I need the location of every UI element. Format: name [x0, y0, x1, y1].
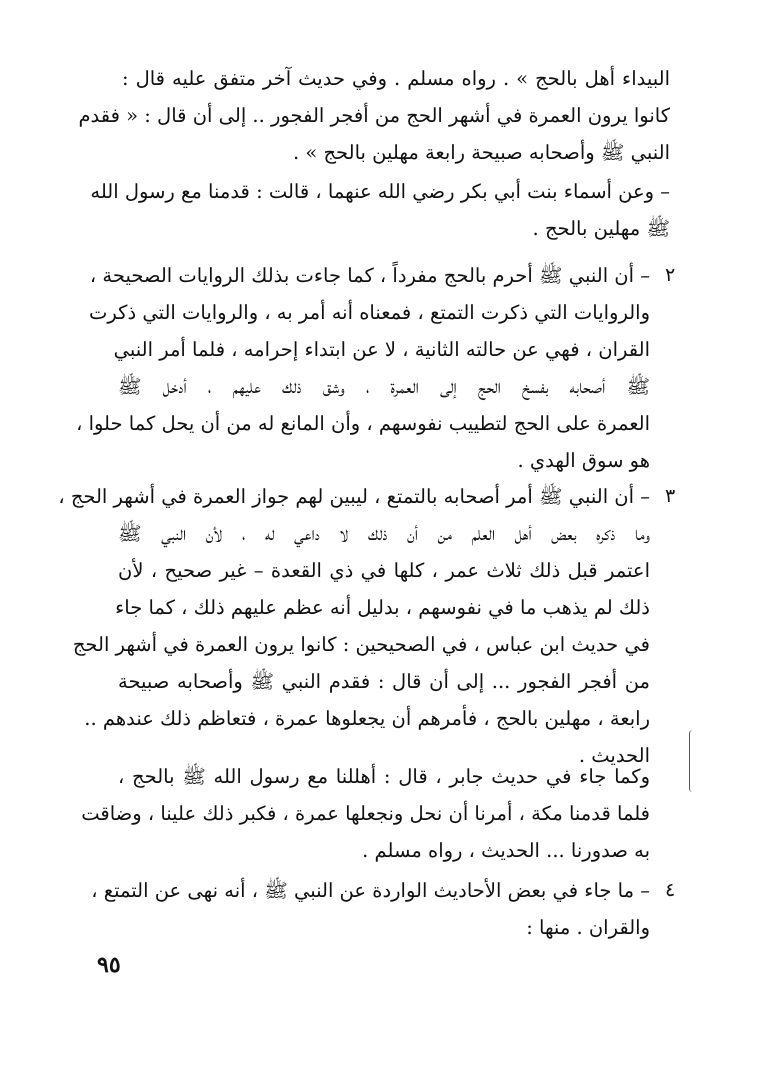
text-line: النبي ﷺ وأصحابه صبيحة رابعة مهلين بالحج » .	[292, 141, 670, 164]
paragraph	[58, 478, 650, 774]
text-line: – أن النبي ﷺ أمر أصحابه بالتمتع ، ليبين لهم جواز العمرة في أشهر الحج ،	[58, 485, 650, 508]
text-line: من أفجر الفجور ... إلى أن قال : فقدم النبي ﷺ وأصحابه صبيحة	[118, 670, 650, 693]
text-line: – وعن أسماء بنت أبي بكر رضي الله عنهما ، قالت : قدمنا مع رسول الله	[90, 180, 670, 203]
text-line: وما ذكره بعض أهل العلم من أن ذلك لا داعي له ، لأن النبي ﷺ	[118, 522, 650, 545]
paragraph	[81, 758, 650, 869]
text-line: – ما جاء في بعض الأحاديث الواردة عن النبي ﷺ ، أنه نهى عن التمتع ،	[91, 879, 650, 902]
text-line: ﷺ أصحابه بفسخ الحج إلى العمرة ، وشق ذلك عليهم ، أدخل ﷺ	[118, 375, 650, 398]
item-number: ٤	[665, 879, 676, 901]
text-line: فلما قدمنا مكة ، أمرنا أن نحل ونجعلها عمرة ، فكبر ذلك علينا ، وضاقت	[81, 802, 650, 825]
text-line: وكما جاء في حديث جابر ، قال : أهللنا مع رسول الله ﷺ بالحج ،	[118, 765, 650, 788]
item-number: ٣	[665, 485, 676, 507]
text-line: اعتمر قبل ذلك ثلاث عمر ، كلها في ذي القعدة – غير صحيح ، لأن	[118, 559, 650, 582]
text-line: ذلك لم يذهب ما في نفوسهم ، بدليل أنه عظم عليهم ذلك ، كما جاء	[115, 596, 650, 619]
text-line: في حديث ابن عباس ، في الصحيحين : كانوا يرون العمرة في أشهر الحج	[72, 633, 650, 656]
text-line: – أن النبي ﷺ أحرم بالحج مفرداً ، كما جاءت بذلك الروايات الصحيحة ،	[89, 264, 650, 287]
text-line: العمرة على الحج لتطييب نفوسهم ، وأن المانع له من أن يحل كما حلوا ،	[76, 412, 650, 435]
text-line: الحديث .	[578, 744, 650, 767]
item-number: ٢	[665, 264, 676, 286]
text-line: رابعة ، مهلين بالحج ، فأمرهم أن يجعلوها عمرة ، فتعاظم ذلك عندهم ..	[84, 707, 650, 730]
text-line: والروايات التي ذكرت التمتع ، فمعناه أنه أمر به ، والروايات التي ذكرت	[89, 301, 650, 324]
paragraph	[90, 173, 670, 247]
text-line: ﷺ مهلين بالحج .	[532, 217, 670, 240]
text-line: به صدورنا ... الحديث ، رواه مسلم .	[362, 839, 650, 862]
text-line: هو سوق الهدي .	[517, 449, 650, 472]
paragraph	[76, 257, 650, 479]
page-number: ٩٥	[97, 952, 121, 978]
text-line: كانوا يرون العمرة في أشهر الحج من أفجر الفجور .. إلى أن قال : « فقدم	[78, 104, 670, 127]
text-line: البيداء أهل بالحج » . رواه مسلم . وفي حديث آخر متفق عليه قال :	[122, 67, 670, 90]
paragraph	[91, 872, 650, 946]
margin-bracket	[689, 730, 696, 792]
text-line: القران ، فهي عن حالته الثانية ، لا عن ابتداء إحرامه ، فلما أمر النبي	[113, 338, 650, 361]
paragraph	[78, 60, 670, 171]
text-line: والقران . منها :	[526, 916, 650, 939]
